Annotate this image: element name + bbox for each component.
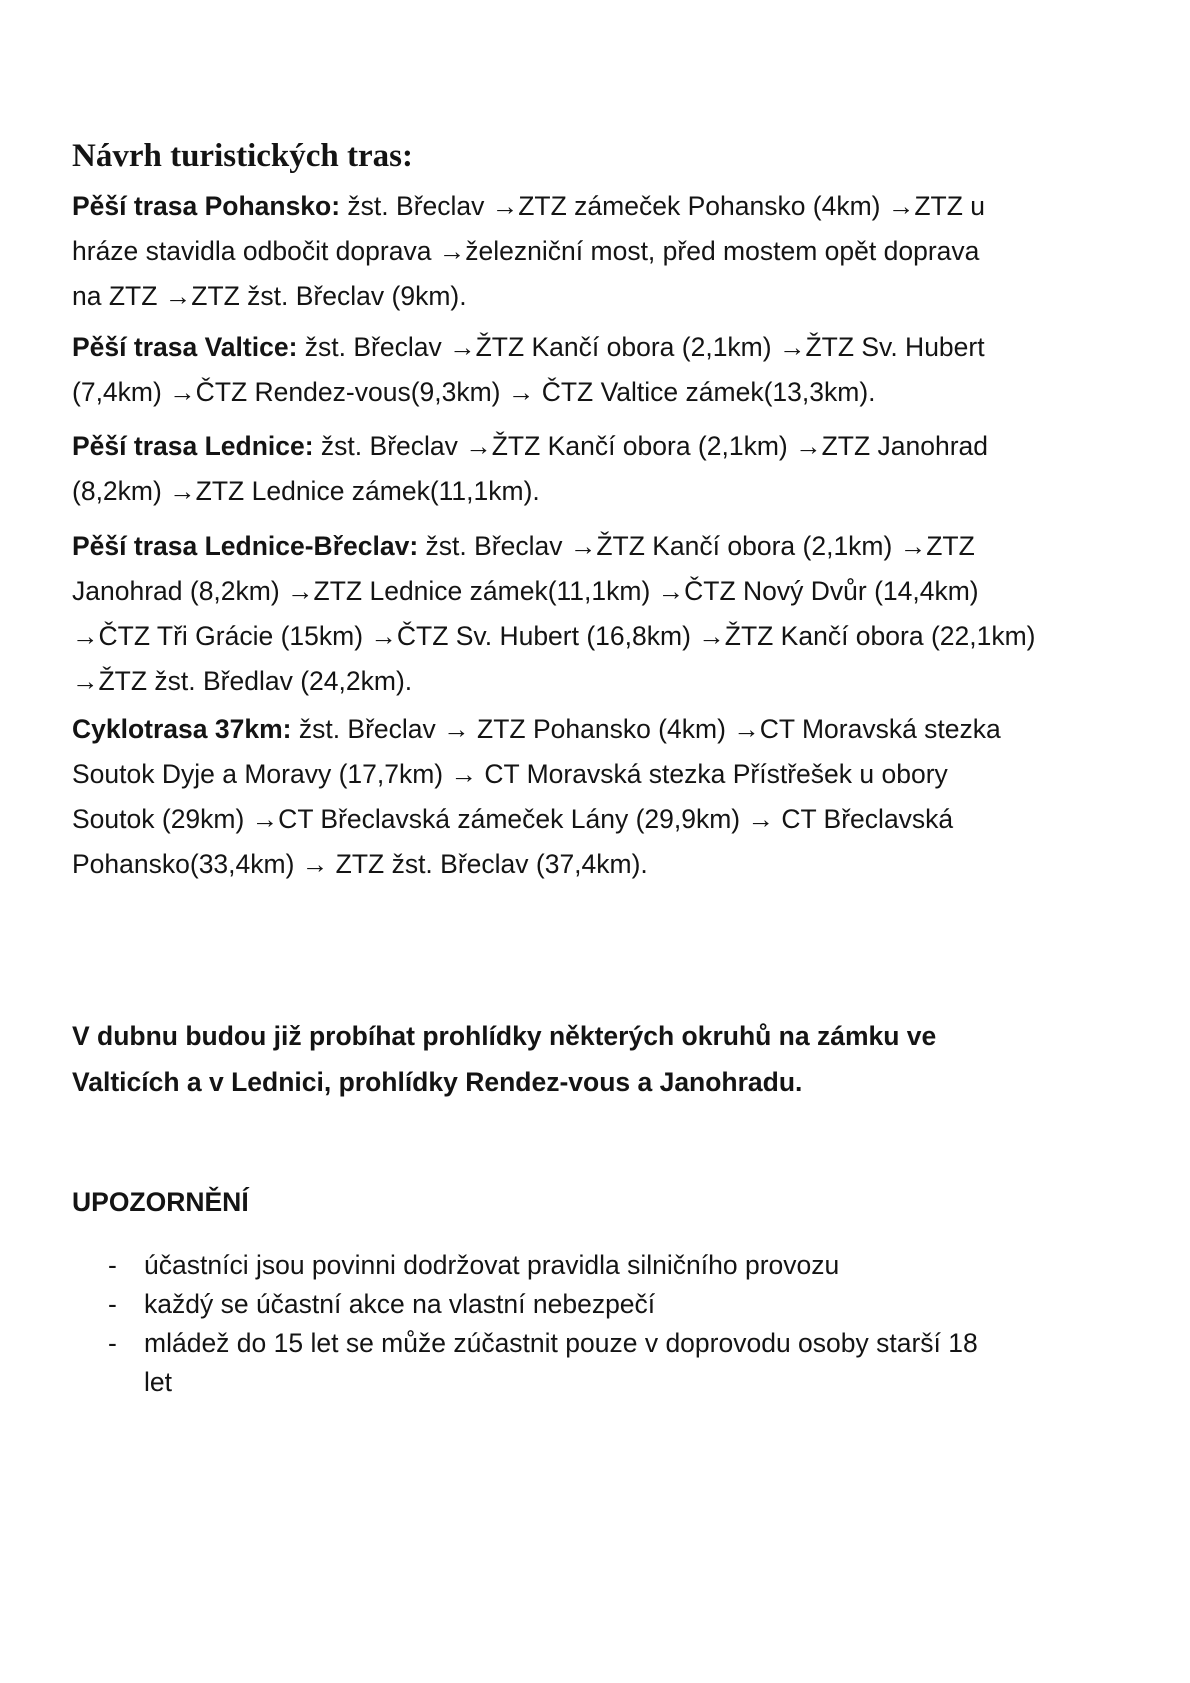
notice-line: Valticích a v Lednici, prohlídky Rendez-vous a Janohradu.	[72, 1067, 803, 1097]
bullet-dash: -	[108, 1289, 117, 1319]
route-line: na ZTZ →ZTZ žst. Břeclav (9km).	[72, 281, 467, 311]
warning-item: - účastníci jsou povinni dodržovat pravidla silničního provozu	[72, 1246, 978, 1285]
route-line: Soutok (29km) →CT Břeclavská zámeček Lány (29,9km) → CT Břeclavská	[72, 804, 954, 834]
route-valtice	[72, 325, 1132, 415]
route-line: →ŽTZ žst. Bředlav (24,2km).	[72, 666, 413, 696]
warning-heading: UPOZORNĚNÍ	[72, 1187, 249, 1217]
route-line: Pěší trasa Lednice: žst. Břeclav →ŽTZ Kančí obora (2,1km) →ZTZ Janohrad	[72, 431, 989, 461]
route-name: Pěší trasa Valtice:	[72, 332, 298, 362]
route-line: Cyklotrasa 37km: žst. Břeclav → ZTZ Pohansko (4km) →CT Moravská stezka	[72, 714, 1001, 744]
warning-item: - mládež do 15 let se může zúčastnit pouze v doprovodu osoby starší 18 let	[72, 1324, 978, 1402]
route-name: Pěší trasa Pohansko:	[72, 191, 341, 221]
warning-list	[72, 1246, 978, 1402]
document-title: Návrh turistických tras:	[72, 138, 413, 174]
route-line: Pohansko(33,4km) → ZTZ žst. Břeclav (37,4km).	[72, 849, 648, 879]
route-name: Pěší trasa Lednice:	[72, 431, 314, 461]
route-line: (7,4km) →ČTZ Rendez-vous(9,3km) → ČTZ Valtice zámek(13,3km).	[72, 377, 876, 407]
route-line: Janohrad (8,2km) →ZTZ Lednice zámek(11,1km) →ČTZ Nový Dvůr (14,4km)	[72, 576, 979, 606]
bullet-dash: -	[108, 1328, 117, 1358]
route-line: Pěší trasa Valtice: žst. Břeclav →ŽTZ Kančí obora (2,1km) →ŽTZ Sv. Hubert	[72, 332, 985, 362]
route-name: Cyklotrasa 37km:	[72, 714, 292, 744]
route-line: Soutok Dyje a Moravy (17,7km) → CT Moravská stezka Přístřešek u obory	[72, 759, 948, 789]
route-lednice-breclav	[72, 524, 1132, 704]
warning-item: - každý se účastní akce na vlastní nebezpečí	[72, 1285, 978, 1324]
route-line: (8,2km) →ZTZ Lednice zámek(11,1km).	[72, 476, 540, 506]
route-pohansko	[72, 184, 1132, 319]
route-line: hráze stavidla odbočit doprava →železniční most, před mostem opět doprava	[72, 236, 980, 266]
tour-notice	[72, 1013, 936, 1105]
route-line: Pěší trasa Pohansko: žst. Břeclav →ZTZ zámeček Pohansko (4km) →ZTZ u	[72, 191, 986, 221]
route-line: →ČTZ Tři Grácie (15km) →ČTZ Sv. Hubert (16,8km) →ŽTZ Kančí obora (22,1km)	[72, 621, 1036, 651]
route-name: Pěší trasa Lednice-Břeclav:	[72, 531, 419, 561]
route-line: Pěší trasa Lednice-Břeclav: žst. Břeclav →ŽTZ Kančí obora (2,1km) →ZTZ	[72, 531, 975, 561]
route-lednice	[72, 424, 1132, 514]
route-cyklotrasa	[72, 707, 1132, 887]
notice-line: V dubnu budou již probíhat prohlídky některých okruhů na zámku ve	[72, 1021, 937, 1051]
bullet-dash: -	[108, 1250, 117, 1280]
